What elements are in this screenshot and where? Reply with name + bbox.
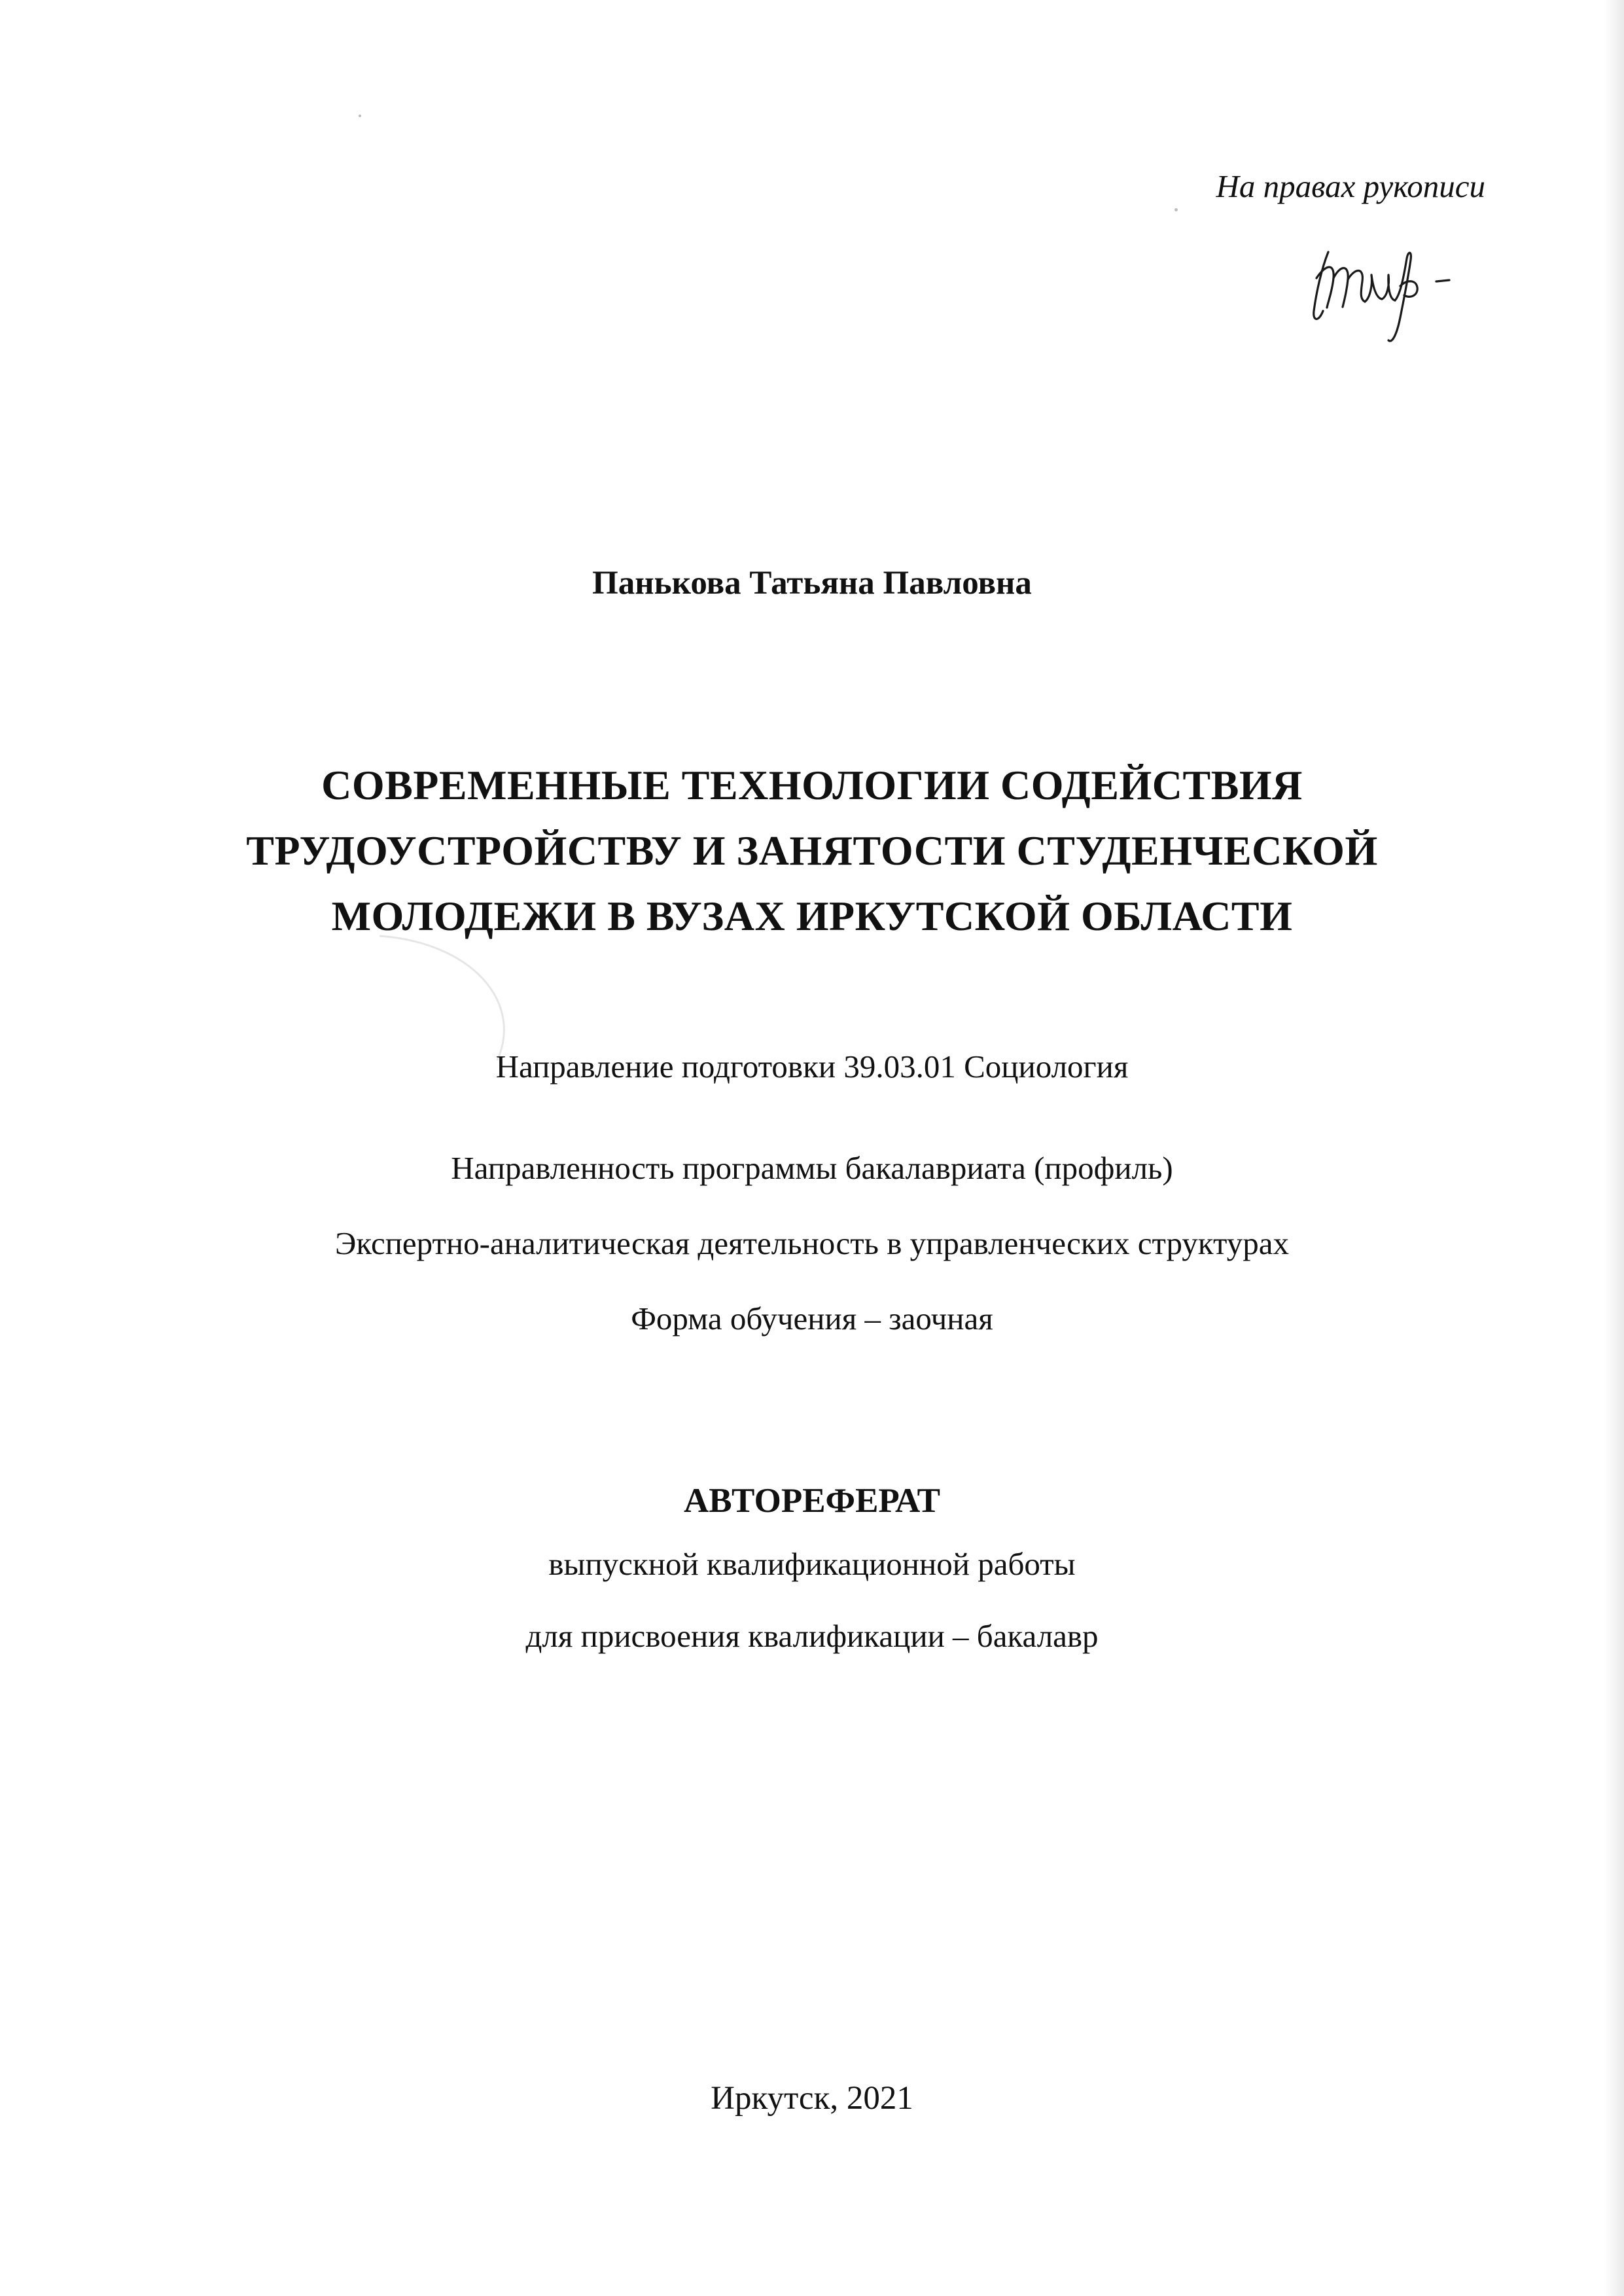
scan-edge-shadow [1604, 0, 1624, 2296]
thesis-title [0, 753, 1624, 949]
profile-name: Экспертно-аналитическая деятельность в управленческих структурах [335, 1225, 1289, 1261]
abstract-heading: АВТОРЕФЕРАТ [684, 1482, 940, 1520]
thesis-title-line: ТРУДОУСТРОЙСТВУ И ЗАНЯТОСТИ СТУДЕНЧЕСКОЙ [246, 827, 1378, 874]
city-year: Иркутск, 2021 [711, 2080, 913, 2117]
manuscript-note: На правах рукописи [1216, 168, 1485, 204]
study-form: Форма обучения – заочная [631, 1300, 993, 1336]
thesis-title-line: СОВРЕМЕННЫЕ ТЕХНОЛОГИИ СОДЕЙСТВИЯ [321, 762, 1303, 808]
study-direction: Направление подготовки 39.03.01 Социология [495, 1049, 1129, 1085]
program-profile [0, 1149, 1624, 1374]
profile-heading: Направленность программы бакалавриата (профиль) [451, 1150, 1173, 1186]
author-name: Панькова Татьяна Павловна [592, 565, 1032, 601]
scan-speck [359, 115, 361, 117]
handwritten-signature [1302, 239, 1479, 350]
abstract-line: для присвоения квалификации – бакалавр [525, 1618, 1099, 1654]
abstract-description [0, 1545, 1624, 1689]
thesis-title-line: МОЛОДЕЖИ В ВУЗАХ ИРКУТСКОЙ ОБЛАСТИ [331, 893, 1293, 939]
abstract-line: выпускной квалификационной работы [548, 1546, 1076, 1582]
scan-speck [1174, 208, 1178, 211]
